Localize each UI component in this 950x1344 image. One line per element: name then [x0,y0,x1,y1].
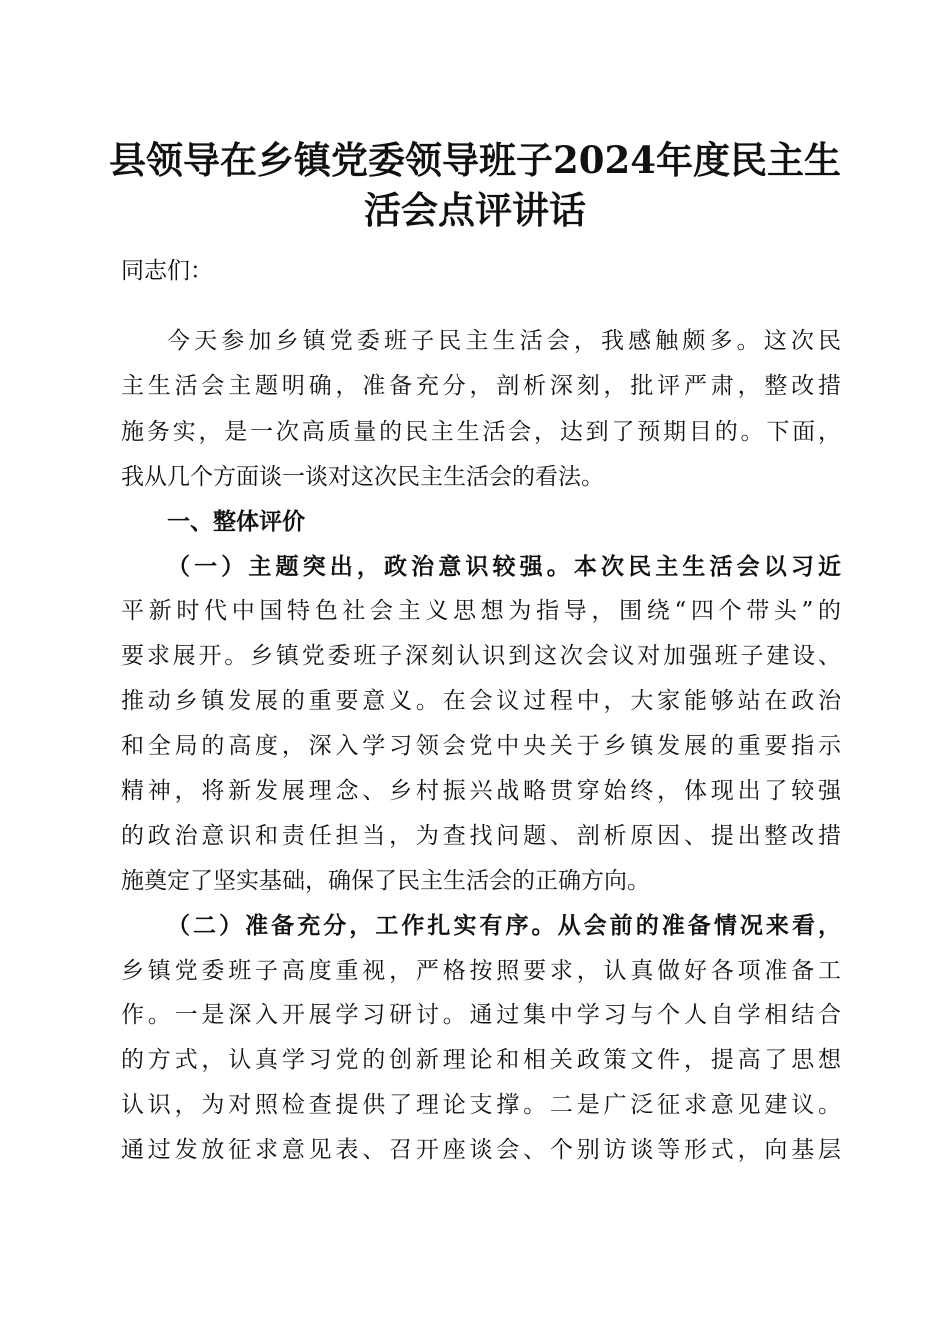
paragraph-line: （二）准备充分，工作扎实有序。从会前的准备情况来看， [167,912,841,939]
paragraph-line: 乡镇党委班子高度重视，严格按照要求，认真做好各项准备工 [121,958,841,984]
paragraph-line: 施务实，是一次高质量的民主生活会，达到了预期目的。下面， [121,419,841,445]
paragraph-line: 的方式，认真学习党的创新理论和相关政策文件，提高了思想 [121,1047,841,1073]
section-heading: 一、整体评价 [167,509,305,535]
paragraph-line: （一）主题突出，政治意识较强。本次民主生活会以习近 [167,553,841,580]
document-title-line-2: 活会点评讲话 [364,188,586,232]
paragraph-line: 今天参加乡镇党委班子民主生活会，我感触颇多。这次民 [167,328,841,354]
paragraph-line: 和全局的高度，深入学习领会党中央关于乡镇发展的重要指示 [121,733,841,759]
paragraph-line: 精神，将新发展理念、乡村振兴战略贯穿始终，体现出了较强 [121,778,841,804]
paragraph-line: 要求展开。乡镇党委班子深刻认识到这次会议对加强班子建设、 [121,643,841,669]
salutation: 同志们： [121,258,213,284]
paragraph-line: 作。一是深入开展学习研讨。通过集中学习与个人自学相结合 [121,1002,841,1028]
paragraph-line: 主生活会主题明确，准备充分，剖析深刻，批评严肃，整改措 [121,373,841,399]
paragraph-line: 我从几个方面谈一谈对这次民主生活会的看法。 [121,464,604,490]
paragraph-line: 推动乡镇发展的重要意义。在会议过程中，大家能够站在政治 [121,688,841,714]
document-title-line-1: 县领导在乡镇党委领导班子2024年度民主生 [109,138,841,182]
paragraph-line: 的政治意识和责任担当，为查找问题、剖析原因、提出整改措 [121,823,841,849]
paragraph-line: 施奠定了坚实基础，确保了民主生活会的正确方向。 [121,868,650,894]
paragraph-line: 通过发放征求意见表、召开座谈会、个别访谈等形式，向基层 [121,1137,841,1163]
paragraph-line: 平新时代中国特色社会主义思想为指导，围绕“四个带头”的 [121,598,841,624]
paragraph-line: 认识，为对照检查提供了理论支撑。二是广泛征求意见建议。 [121,1092,841,1118]
